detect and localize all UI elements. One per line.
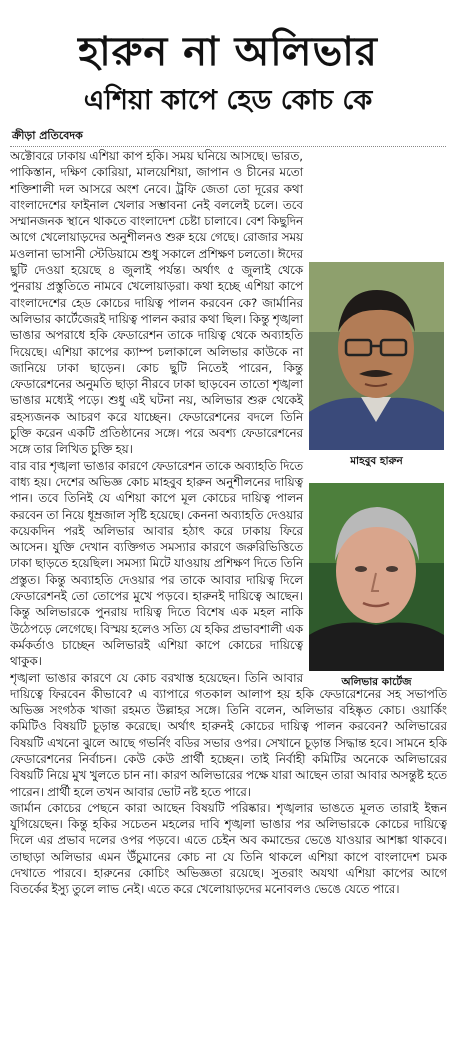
byline-divider: [10, 146, 446, 147]
paragraph: জার্মান কোচের পেছনে কারা আছেন বিষয়টি পরিষ্কার। শৃঙ্খলার ভাঙতে মূলত তারাই ইন্ধন যুগিয়েছেন। কিন্তু হকির সচেতন মহলের দাবি শৃঙ্খলা ভাঙার পর অলিভারকে কোচের দায়িত্বে দিলে এর প্রভাব দলের ওপর পড়বে। এতে চেইন অব কমান্ডের ভেঙে যাওয়ার আশঙ্কা থাকবে। তাছাড়া অলিভার এমন উঁচুমানের কোচ না যে তিনি থাকলে এশিয়া কাপে বাংলাদেশ চমক দেখাতে পারবে। হারুনের কোচিং অভিজ্ঞতা রয়েছে। সুতরাং অযথা এশিয়া কাপের আগে বিতর্কের ইস্যু তুলে লাভ নেই। এতে করে খেলোয়াড়দের মনোবলও ভেঙে যেতে পারে।: [10, 800, 447, 897]
headline: হারুন না অলিভার: [78, 28, 378, 75]
paragraph: শৃঙ্খলা ভাঙার কারণে যে কোচ বরখাস্ত হয়েছেন। তিনি আবার দায়িত্বে ফিরবেন কীভাবে? এ ব্যাপারে গতকাল আলাপ হয় হকি ফেডারেশনের সহ সভাপতি অভিজ্ঞ সংগঠক খাজা রহমত উল্লাহর সঙ্গে। তিনি বলেন, অলিভার বহিষ্কৃত কোচ। ওয়ার্কিং কমিটিও বিষয়টি চূড়ান্ত করেছে। অর্থাৎ হারুনই কোচের দায়িত্ব পালন করবেন? অলিভারের বিষয়টি এখনো ঝুলে আছে গভর্নিং বডির সভার ওপর। সেখানে চূড়ান্ত সিদ্ধান্ত হবে। সামনে হকি ফেডারেশনের নির্বাচন। কেউ কেউ প্রার্থী হচ্ছেন। তাই নির্বাহী কমিটির অনেকে অলিভারের বিষয়টি নিয়ে মুখ খুলতে চান না। কারণ অলিভারের পক্ষে যারা আছেন তারা আবার অসন্তুষ্ট হতে পারেন। প্রার্থী হলে তখন আবার ভোট নষ্ট হতে পারে।: [10, 670, 447, 799]
portrait-grey-haired-man-icon: [309, 483, 444, 671]
article-body: [10, 148, 447, 1048]
photo-mahbub-harun: [309, 262, 444, 450]
paragraph: বার বার শৃঙ্খলা ভাঙার কারণে ফেডারেশন তাকে অব্যাহতি দিতে বাধ্য হয়। দেশের অভিজ্ঞ কোচ মাহবুব হারুন অনুশীলনের দায়িত্ব পান। তবে তিনিই যে এশিয়া কাপে মূল কোচের দায়িত্ব পালন করবেন তা নিয়ে ধূম্রজাল সৃষ্টি হয়েছে। কেননা অব্যাহতি দেওয়ার কয়েকদিন পরই অলিভার আবার হঠাৎ করে ঢাকায় ফিরে আসেন। যুক্তি দেখান ব্যক্তিগত সমস্যার কারণে জরুরিভিত্তিতে ঢাকা ছাড়তে হয়েছিল। সমস্যা মিটে যাওয়ায় প্রশিক্ষণ দিতে তিনি প্রস্তুত। কিন্তু অব্যাহতি দেওয়ার পর তাকে আবার দায়িত্ব দিলে ফেডারেশনই তো তোপের মুখে পড়বে। হারুনই দায়িত্বে আছেন। কিন্তু অলিভারকে পুনরায় দায়িত্ব দিতে বিশেষ এক মহল নাকি উঠেপড়ে লেগেছে। বিস্ময় হলেও সত্যি যে হকির প্রভাবশালী এক কর্মকর্তাও চাচ্ছেন অলিভারই এশিয়া কাপে কোচের দায়িত্বে থাকুক।: [10, 458, 303, 669]
paragraph: অক্টোবরে ঢাকায় এশিয়া কাপ হকি। সময় ঘনিয়ে আসছে। ভারত, পাকিস্তান, দক্ষিণ কোরিয়া, মালয়েশিয়া, জাপান ও চীনের মতো শক্তিশালী দল আসরে অংশ নেবে। ট্রফি জেতা তো দূরের কথা বাংলাদেশের ফাইনাল খেলার সম্ভাবনা নেই বললেই চলে। তবে সম্মানজনক স্থানে থাকতে বাংলাদেশ চেষ্টা চালাবে। বেশ কিছুদিন আগে খেলোয়াড়দের অনুশীলনও শুরু হয়ে গেছে। রোজার সময় মওলানা ভাসানী স্টেডিয়ামে শুধু সকালে প্রশিক্ষণ চলতো। ঈদের ছুটি দেওয়া হয়েছে ৪ জুলাই পর্যন্ত। অর্থাৎ ৫ জুলাই থেকে পুনরায় প্রস্তুতিতে নামবে খেলোয়াড়রা। কথা হচ্ছে এশিয়া কাপে বাংলাদেশের হেড কোচের দায়িত্ব পালন করবেন কে? জার্মানির অলিভার কার্টেজেরই দায়িত্ব পালন করার কথা ছিল। কিন্তু শৃঙ্খলা ভাঙার অপরাধে হকি ফেডারেশন তাকে দায়িত্ব থেকে অব্যাহতি দিয়েছে। এশিয়া কাপের ক্যাম্প চলাকালে অলিভার কাউকে না জানিয়ে ঢাকা ছাড়েন। কোচ ছুটি নিতেই পারেন, কিন্তু ফেডারেশনের অনুমতি ছাড়া নীরবে ঢাকা ছাড়বেন তাতো শৃঙ্খলা ভাঙার মধ্যেই পড়ে। শুধু এই ঘটনা নয়, অলিভার শুরু থেকেই রহস্যজনক আচরণ করে যাচ্ছেন। ফেডারেশনের বদলে তিনি চুক্তি করেন একটি প্রতিষ্ঠানের সঙ্গে। পরে অবশ্য ফেডারেশনের সঙ্গে তার লিখিত চুক্তি হয়।: [10, 149, 303, 457]
photo-column: [309, 262, 447, 688]
photo-caption: মাহবুব হারুন: [350, 455, 403, 467]
portrait-man-glasses-icon: [309, 262, 444, 450]
photo-oliver-kurtz: [309, 483, 444, 671]
byline: ক্রীড়া প্রতিবেদক: [12, 129, 83, 142]
subheadline: এশিয়া কাপে হেড কোচ কে: [83, 85, 373, 116]
photo-caption: অলিভার কার্টেজ: [341, 676, 412, 688]
